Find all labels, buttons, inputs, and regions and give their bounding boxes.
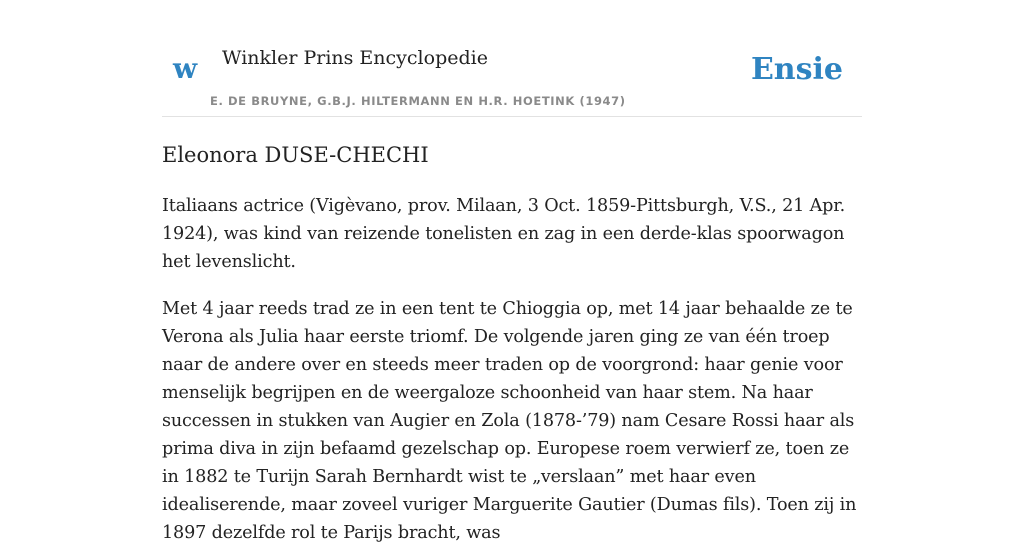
article-paragraph: Met 4 jaar reeds trad ze in een tent te Chioggia op, met 14 jaar behaalde ze te Verona als Julia haar eerste triomf. De volgende jaren ging ze van één troep naar de andere over en steeds meer traden op de voorgrond: haar genie voor menselijk begrijpen en de weergaloze schoonheid van haar stem. Na haar successen in stukken van Augier en Zola (1878-’79) nam Cesare Rossi haar als prima diva in zijn befaamd gezelschap op. Europese roem verwierf ze, toen ze in 1882 te Turijn Sarah Bernhardt wist te „verslaan” met haar even idealiserende, maar zoveel vuriger Marguerite Gautier (Dumas fils). Toen zij in 1897 dezelfde rol te Parijs bracht, was xyxy=(162,299,857,543)
logo-icon[interactable]: w xyxy=(173,52,198,85)
site-header xyxy=(162,0,862,117)
site-title-link[interactable]: Winkler Prins Encyclopedie xyxy=(222,47,488,69)
authors-byline: E. DE BRUYNE, G.B.J. HILTERMANN EN H.R. HOETINK (1947) xyxy=(210,94,626,108)
article-title: Eleonora DUSE-CHECHI xyxy=(162,143,429,167)
article xyxy=(162,138,866,547)
article-paragraph: Italiaans actrice (Vigèvano, prov. Milaan, 3 Oct. 1859-Pittsburgh, V.S., 21 Apr. 1924), was kind van reizende tonelisten en zag in een derde-klas spoorwagon het levenslicht. xyxy=(162,196,846,272)
ensie-brand-link[interactable]: Ensie xyxy=(750,52,843,87)
